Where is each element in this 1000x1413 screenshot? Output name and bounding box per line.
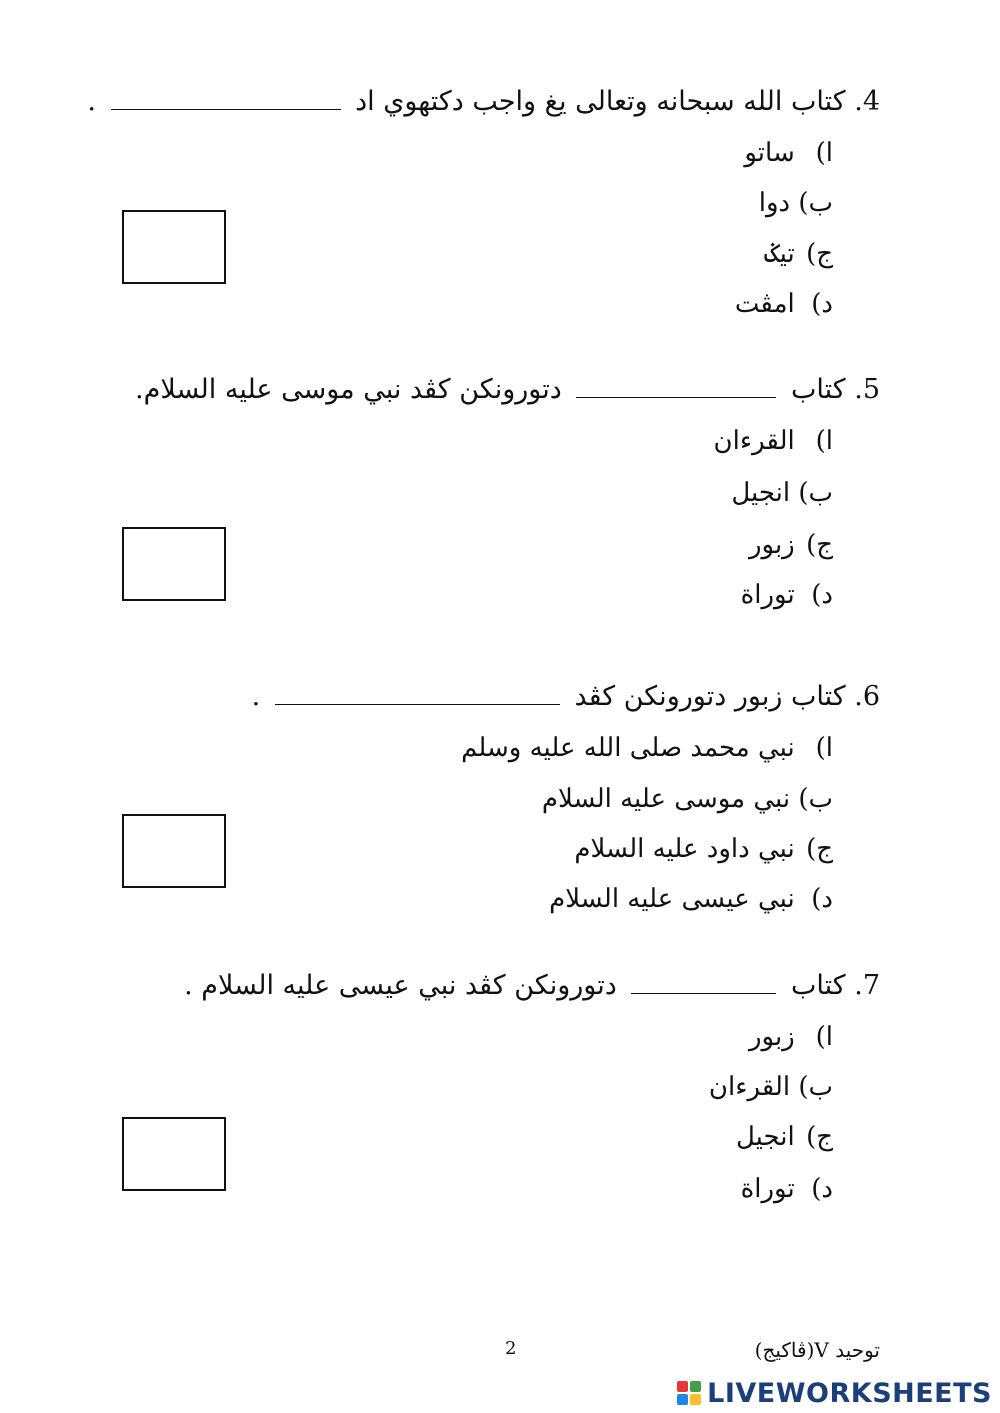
question-4 [87, 88, 880, 115]
answer-box-7[interactable] [122, 1117, 226, 1191]
question-text: كتاب الله سبحانه وتعالى يغ واجب دكتهوي اد [355, 86, 846, 117]
option-c [574, 836, 833, 862]
option-letter: ب) [798, 188, 833, 218]
option-a [461, 735, 833, 761]
option-text: نبي داود عليه السلام [574, 834, 795, 864]
page-number: 2 [505, 1338, 517, 1359]
option-text: انجيل [731, 478, 791, 508]
option-letter: د) [811, 1174, 833, 1204]
question-6 [252, 683, 880, 710]
option-text: امڤت [734, 289, 795, 319]
answer-box-4[interactable] [122, 210, 226, 284]
option-letter: ا) [815, 1022, 833, 1052]
answer-blank [275, 702, 560, 705]
option-d [735, 291, 833, 317]
option-text: توراة [740, 580, 795, 610]
option-a [744, 140, 833, 166]
option-c [764, 241, 833, 267]
option-letter: ا) [815, 138, 833, 168]
option-b [709, 1074, 833, 1100]
option-text: نبي محمد صلى الله عليه وسلم [461, 733, 795, 763]
option-text: زبور [748, 530, 795, 560]
option-a [749, 1024, 833, 1050]
option-text: انجيل [735, 1122, 795, 1152]
logo-square-green [690, 1381, 701, 1392]
option-b [759, 190, 833, 216]
answer-blank [111, 107, 341, 110]
option-letter: ج) [806, 239, 833, 269]
option-letter: د) [811, 884, 833, 914]
option-text: القرءان [713, 426, 795, 456]
question-text: كتاب [790, 374, 846, 405]
question-7 [184, 972, 880, 999]
option-text: تيݢ [764, 239, 795, 269]
question-number: 5. [854, 374, 880, 405]
liveworksheets-icon [677, 1381, 701, 1405]
option-text: نبي عيسى عليه السلام [549, 884, 795, 914]
answer-blank [576, 395, 776, 398]
question-number: 7. [854, 970, 880, 1001]
liveworksheets-logo [677, 1378, 992, 1408]
option-a [714, 428, 833, 454]
option-text: القرءان [708, 1072, 791, 1102]
option-letter: ا) [815, 733, 833, 763]
option-b [542, 786, 833, 812]
question-number: 4. [854, 86, 880, 117]
option-text: دوا [758, 188, 791, 218]
option-text: ساتو [744, 138, 795, 168]
logo-square-red [677, 1381, 688, 1392]
footer-title: توحيد V(ڤاكيج) [754, 1338, 880, 1362]
option-d [741, 582, 833, 608]
question-text: كتاب زبور دتورونكن كڤد [574, 681, 846, 712]
question-5 [135, 376, 880, 403]
answer-box-5[interactable] [122, 527, 226, 601]
option-letter: ب) [798, 784, 833, 814]
question-text-end: دتورونكن كڤد نبي موسى عليه السلام. [135, 374, 562, 405]
question-number: 6. [854, 681, 880, 712]
option-letter: د) [811, 580, 833, 610]
option-letter: ا) [815, 426, 833, 456]
question-text-end: دتورونكن كڤد نبي عيسى عليه السلام . [184, 970, 617, 1001]
option-text: نبي موسى عليه السلام [541, 784, 791, 814]
answer-blank [631, 991, 776, 994]
question-text-end: . [87, 86, 96, 117]
option-d [549, 886, 833, 912]
option-c [749, 532, 833, 558]
option-letter: ج) [806, 1122, 833, 1152]
logo-square-blue [677, 1394, 688, 1405]
option-letter: ج) [806, 530, 833, 560]
option-letter: د) [811, 289, 833, 319]
option-letter: ب) [798, 478, 833, 508]
brand-text: LIVEWORKSHEETS [707, 1377, 992, 1409]
option-b [731, 480, 833, 506]
option-letter: ب) [798, 1072, 833, 1102]
question-text-end: . [251, 681, 261, 712]
option-text: توراة [740, 1174, 795, 1204]
answer-box-6[interactable] [122, 814, 226, 888]
logo-square-yellow [690, 1394, 701, 1405]
option-d [741, 1176, 833, 1202]
option-text: زبور [748, 1022, 795, 1052]
option-letter: ج) [806, 834, 833, 864]
option-c [736, 1124, 833, 1150]
question-text: كتاب [790, 970, 846, 1001]
